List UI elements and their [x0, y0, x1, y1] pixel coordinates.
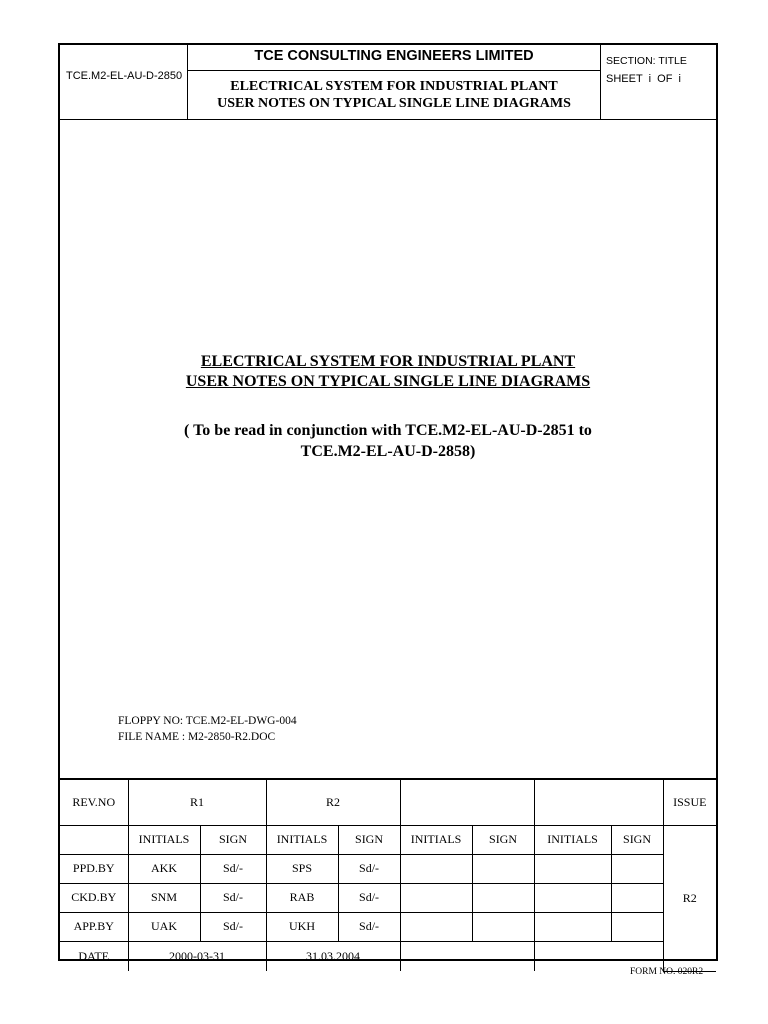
rev-no-label: REV.NO	[60, 779, 128, 825]
r1-sign: Sd/-	[200, 912, 266, 941]
table-cell	[611, 883, 663, 912]
header-title-line2: USER NOTES ON TYPICAL SINGLE LINE DIAGRAMS	[217, 96, 571, 111]
table-cell	[534, 912, 611, 941]
initials-header: INITIALS	[400, 825, 472, 854]
table-cell	[472, 912, 534, 941]
header-divider	[187, 70, 600, 71]
file-info	[118, 713, 297, 745]
conjunction-note-line2: TCE.M2-EL-AU-D-2858)	[300, 443, 476, 460]
table-cell	[611, 854, 663, 883]
header-title	[188, 78, 600, 112]
table-cell	[534, 854, 611, 883]
r2-sign: Sd/-	[338, 854, 400, 883]
initials-header: INITIALS	[534, 825, 611, 854]
company-name: TCE CONSULTING ENGINEERS LIMITED	[254, 48, 534, 64]
rev3-header	[400, 779, 534, 825]
row-label: CKD.BY	[60, 883, 128, 912]
main-title-line1: ELECTRICAL SYSTEM FOR INDUSTRIAL PLANT	[200, 353, 576, 370]
header-divider	[600, 45, 601, 119]
rev4-header	[534, 779, 663, 825]
r2-initials: SPS	[266, 854, 338, 883]
rev1-header: R1	[128, 779, 266, 825]
main-title	[60, 352, 716, 392]
r2-sign: Sd/-	[338, 883, 400, 912]
table-row	[60, 854, 716, 883]
conjunction-note	[60, 420, 716, 462]
r2-sign: Sd/-	[338, 912, 400, 941]
table-row	[60, 779, 716, 825]
issue-value: R2	[663, 825, 716, 971]
issue-label: ISSUE	[663, 779, 716, 825]
table-row	[60, 912, 716, 941]
initials-header: INITIALS	[266, 825, 338, 854]
table-cell	[472, 883, 534, 912]
date-r3	[400, 941, 534, 971]
r1-sign: Sd/-	[200, 854, 266, 883]
table-row	[60, 825, 716, 854]
document-frame	[58, 43, 718, 961]
r1-initials: UAK	[128, 912, 200, 941]
conjunction-note-line1: ( To be read in conjunction with TCE.M2-EL-AU-D-2851 to	[184, 422, 592, 439]
table-row	[60, 941, 716, 971]
revision-table	[60, 778, 716, 972]
r2-initials: UKH	[266, 912, 338, 941]
r1-initials: AKK	[128, 854, 200, 883]
table-cell	[534, 883, 611, 912]
table-cell	[400, 912, 472, 941]
sign-header: SIGN	[611, 825, 663, 854]
floppy-number: FLOPPY NO: TCE.M2-EL-DWG-004	[118, 715, 297, 727]
header-title-line1: ELECTRICAL SYSTEM FOR INDUSTRIAL PLANT	[230, 79, 558, 94]
table-cell	[611, 912, 663, 941]
title-block-header	[60, 45, 716, 120]
sheet-label: SHEET i OF i	[606, 73, 681, 85]
row-label: PPD.BY	[60, 854, 128, 883]
table-row	[60, 883, 716, 912]
r1-sign: Sd/-	[200, 883, 266, 912]
initials-header: INITIALS	[128, 825, 200, 854]
form-number: FORM NO. 020R2	[630, 967, 704, 977]
sign-header: SIGN	[338, 825, 400, 854]
table-cell	[400, 854, 472, 883]
section-label: SECTION: TITLE	[606, 55, 687, 67]
file-name: FILE NAME : M2-2850-R2.DOC	[118, 731, 276, 743]
date-label: DATE	[60, 941, 128, 971]
r1-initials: SNM	[128, 883, 200, 912]
sign-header: SIGN	[200, 825, 266, 854]
main-title-line2: USER NOTES ON TYPICAL SINGLE LINE DIAGRAMS	[185, 373, 591, 390]
date-r1: 2000-03-31	[128, 941, 266, 971]
table-cell	[472, 854, 534, 883]
row-label: APP.BY	[60, 912, 128, 941]
r2-initials: RAB	[266, 883, 338, 912]
table-cell	[400, 883, 472, 912]
table-cell	[60, 825, 128, 854]
date-r2: 31.03.2004	[266, 941, 400, 971]
sign-header: SIGN	[472, 825, 534, 854]
document-number: TCE.M2-EL-AU-D-2850	[66, 70, 183, 82]
rev2-header: R2	[266, 779, 400, 825]
